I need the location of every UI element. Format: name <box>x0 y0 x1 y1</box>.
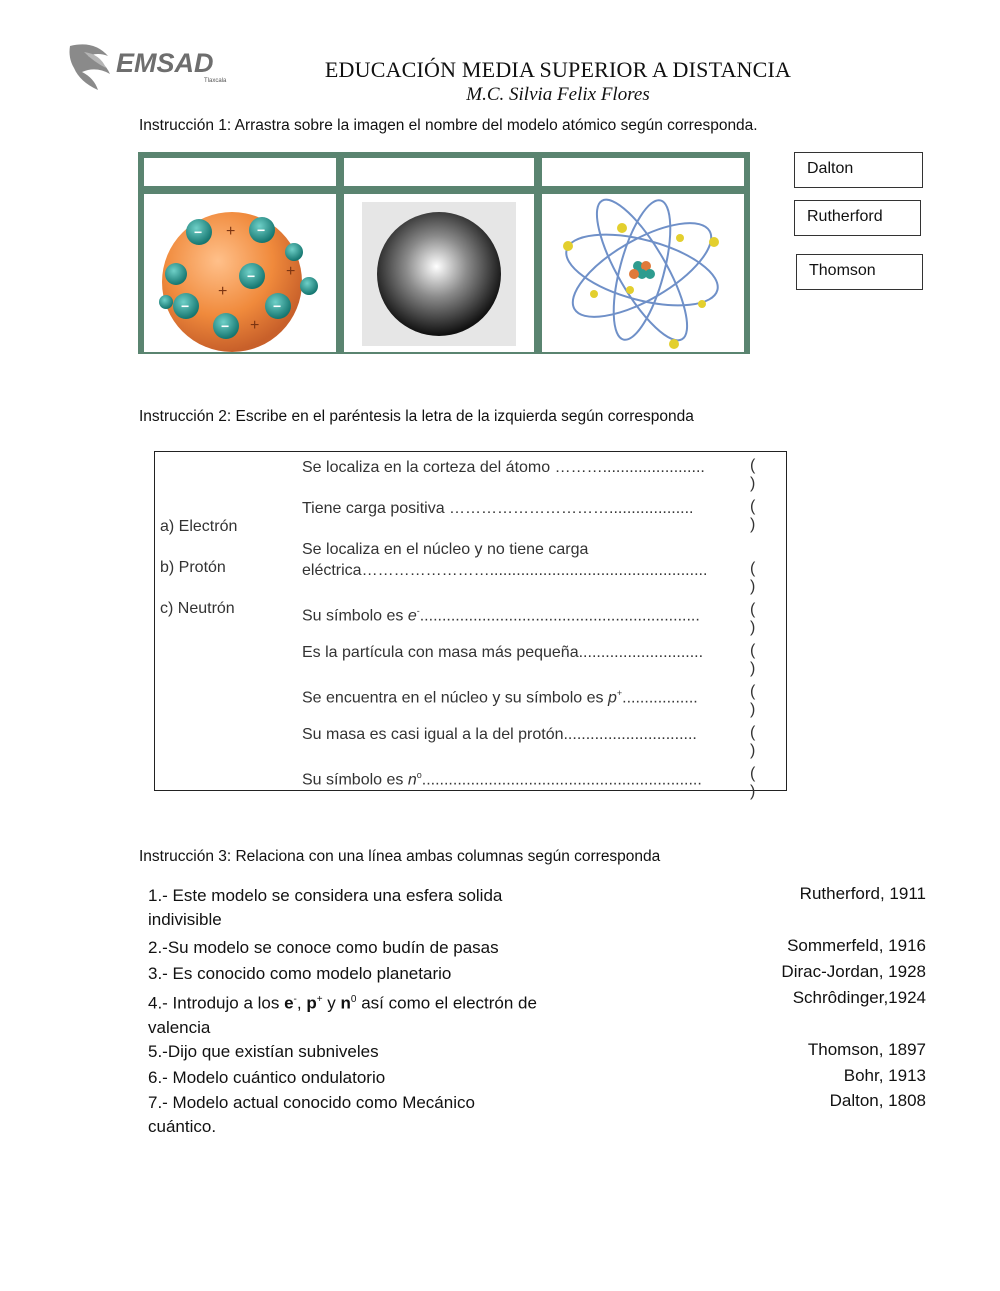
answer-paren-8[interactable]: ( ) <box>750 765 770 800</box>
question-6: 6.- Modelo cuántico ondulatorio <box>148 1068 386 1087</box>
atomic-models-table <box>138 152 750 354</box>
question-3: 3.- Es conocido como modelo planetario <box>148 964 452 983</box>
image-rutherford-model <box>542 194 744 352</box>
svg-text:−: − <box>257 222 266 238</box>
statement-5: Es la partícula con masa más pequeña............................ <box>302 644 704 661</box>
drop-slot-2[interactable] <box>344 158 534 186</box>
option-neutron: c) Neutrón <box>160 600 235 617</box>
statement-2: Tiene carga positiva …………………………................... <box>302 500 694 517</box>
svg-text:−: − <box>247 268 256 284</box>
statement-1: Se localiza en la corteza del átomo ………....................... <box>302 459 705 476</box>
rutherford-atom-illustration <box>542 194 744 352</box>
option-proton: b) Protón <box>160 559 226 576</box>
instruction-3-text: Instrucción 3: Relaciona con una línea ambas columnas según corresponda <box>139 848 661 865</box>
author-name: M.C. Silvia Felix Flores <box>466 84 650 105</box>
answer-paren-1[interactable]: ( ) <box>750 457 770 492</box>
logo-subtext: Tlaxcala <box>204 78 227 84</box>
instruction-2-text: Instrucción 2: Escribe en el paréntesis la letra de la izquierda según corresponda <box>139 408 694 425</box>
answer-bohr[interactable]: Bohr, 1913 <box>843 1066 926 1085</box>
question-2: 2.-Su modelo se conoce como budín de pasas <box>148 938 499 957</box>
logo-text: EMSAD <box>116 48 214 78</box>
answer-dirac-jordan[interactable]: Dirac-Jordan, 1928 <box>781 962 926 981</box>
dalton-sphere-illustration <box>344 194 534 352</box>
emsad-logo-graphic <box>64 38 240 96</box>
answer-rutherford[interactable]: Rutherford, 1911 <box>799 884 926 903</box>
image-thomson-model <box>144 194 336 352</box>
image-dalton-model <box>344 194 534 352</box>
svg-text:−: − <box>181 298 190 314</box>
answer-paren-4[interactable]: ( ) <box>750 601 770 636</box>
answer-thomson[interactable]: Thomson, 1897 <box>807 1040 926 1059</box>
drop-slot-1[interactable] <box>144 158 336 186</box>
statement-3 <box>302 539 742 581</box>
svg-text:+: + <box>218 283 228 300</box>
drag-label-thomson[interactable]: Thomson <box>796 254 923 290</box>
drag-label-dalton[interactable]: Dalton <box>794 152 923 188</box>
question-1: 1.- Este modelo se considera una esfera solida indivisible <box>148 886 503 929</box>
instruction-1-text: Instrucción 1: Arrastra sobre la imagen el nombre del modelo atómico según corresponda. <box>139 117 758 134</box>
statement-6: Se encuentra en el núcleo y su símbolo es p+................. <box>302 688 698 707</box>
svg-text:−: − <box>194 224 203 240</box>
drag-label-rutherford[interactable]: Rutherford <box>794 200 921 236</box>
answer-paren-6[interactable]: ( ) <box>750 683 770 718</box>
svg-text:−: − <box>221 318 230 334</box>
statement-4: Su símbolo es e-............................................................... <box>302 606 700 625</box>
svg-text:−: − <box>273 298 282 314</box>
answer-paren-2[interactable]: ( ) <box>750 498 770 533</box>
question-7: 7.- Modelo actual conocido como Mecánico cuántico. <box>148 1093 475 1136</box>
svg-text:+: + <box>286 263 296 280</box>
question-5: 5.-Dijo que existían subniveles <box>148 1042 379 1061</box>
statement-7: Su masa es casi igual a la del protón.............................. <box>302 726 697 743</box>
statement-3-line-2: eléctrica……………………................................................. <box>302 562 708 579</box>
emsad-logo <box>64 38 240 96</box>
answer-paren-7[interactable]: ( ) <box>750 724 770 759</box>
thomson-atom-illustration <box>144 194 336 352</box>
page-title: EDUCACIÓN MEDIA SUPERIOR A DISTANCIA <box>324 57 792 82</box>
question-4: 4.- Introdujo a los e-, p+ y $n^0$ así como el electrón de valencia <box>148 993 537 1037</box>
statement-3-line-1: Se localiza en el núcleo y no tiene carga <box>302 541 589 558</box>
answer-paren-5[interactable]: ( ) <box>750 642 770 677</box>
drop-slot-3[interactable] <box>542 158 744 186</box>
statement-8: Su símbolo es $n^o$............................................................... <box>302 770 702 789</box>
answer-schrodinger[interactable]: Schrôdinger,1924 <box>792 988 926 1007</box>
answer-paren-3[interactable]: ( ) <box>750 560 770 595</box>
svg-text:+: + <box>226 223 236 240</box>
option-electron: a) Electrón <box>160 518 238 535</box>
svg-text:+: + <box>250 317 260 334</box>
answer-dalton[interactable]: Dalton, 1808 <box>829 1091 926 1110</box>
answer-sommerfeld[interactable]: Sommerfeld, 1916 <box>787 936 926 955</box>
